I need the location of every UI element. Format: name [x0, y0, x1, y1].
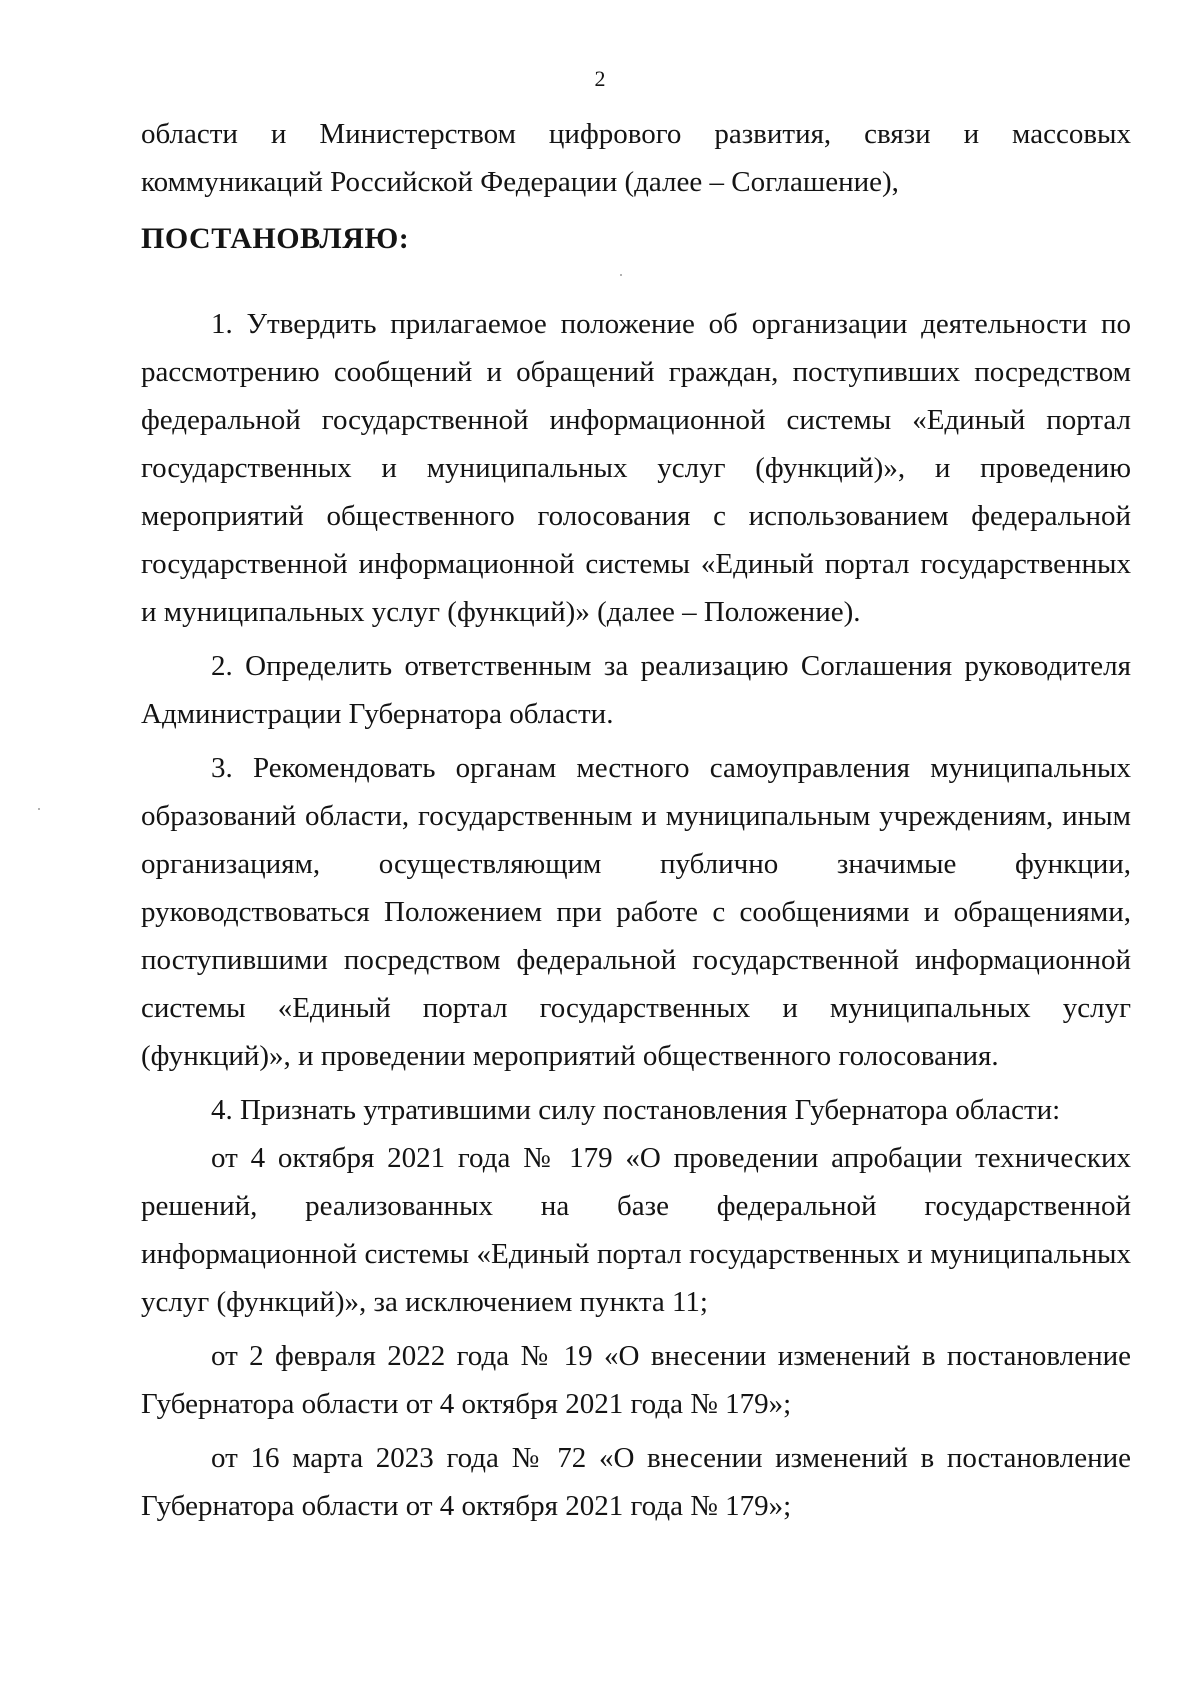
scan-speck — [38, 808, 40, 810]
clause-4: 4. Признать утратившими силу постановления Губернатора области: — [211, 1094, 1061, 1126]
document-body — [141, 110, 1131, 1530]
repealed-item-3: от 16 марта 2023 года № 72 «О внесении изменений в постановление Губернатора области от 4 октября 2021 года № 179»; — [141, 1442, 1131, 1522]
clause-2: 2. Определить ответственным за реализацию Соглашения руководителя Администрации Губернатора области. — [141, 650, 1131, 730]
repealed-item-1: от 4 октября 2021 года № 179 «О проведении апробации технических решений, реализованных на базе федеральной государственной информационной системы «Единый портал государственных и муниципальных услуг (функций)», за исключением пункта 11; — [141, 1142, 1131, 1318]
scan-speck — [620, 274, 622, 276]
resolution-heading: ПОСТАНОВЛЯЮ: — [141, 222, 410, 255]
clause-3: 3. Рекомендовать органам местного самоуправления муниципальных образований области, государственным и муниципальным учреждениям, иным организациям, осуществляющим публично значимые функции, руководствоваться Положением при работе с сообщениями и обращениями, поступившими посредством федеральной государственной информационной системы «Единый портал государственных и муниципальных услуг (функций)», и проведении мероприятий общественного голосования. — [141, 752, 1131, 1072]
spacer — [141, 272, 1131, 300]
repealed-item-2: от 2 февраля 2022 года № 19 «О внесении изменений в постановление Губернатора области от 4 октября 2021 года № 179»; — [141, 1340, 1131, 1420]
page-number: 2 — [594, 66, 606, 91]
paragraph-agreement-continuation: области и Министерством цифрового развития, связи и массовых коммуникаций Российской Федерации (далее – Соглашение), — [141, 118, 1131, 198]
clause-1: 1. Утвердить прилагаемое положение об организации деятельности по рассмотрению сообщений и обращений граждан, поступивших посредством федеральной государственной информационной системы «Единый портал государственных и муниципальных услуг (функций)», и проведению мероприятий общественного голосования с использованием федеральной государственной информационной системы «Единый портал государственных и муниципальных услуг (функций)» (далее – Положение). — [141, 308, 1131, 628]
